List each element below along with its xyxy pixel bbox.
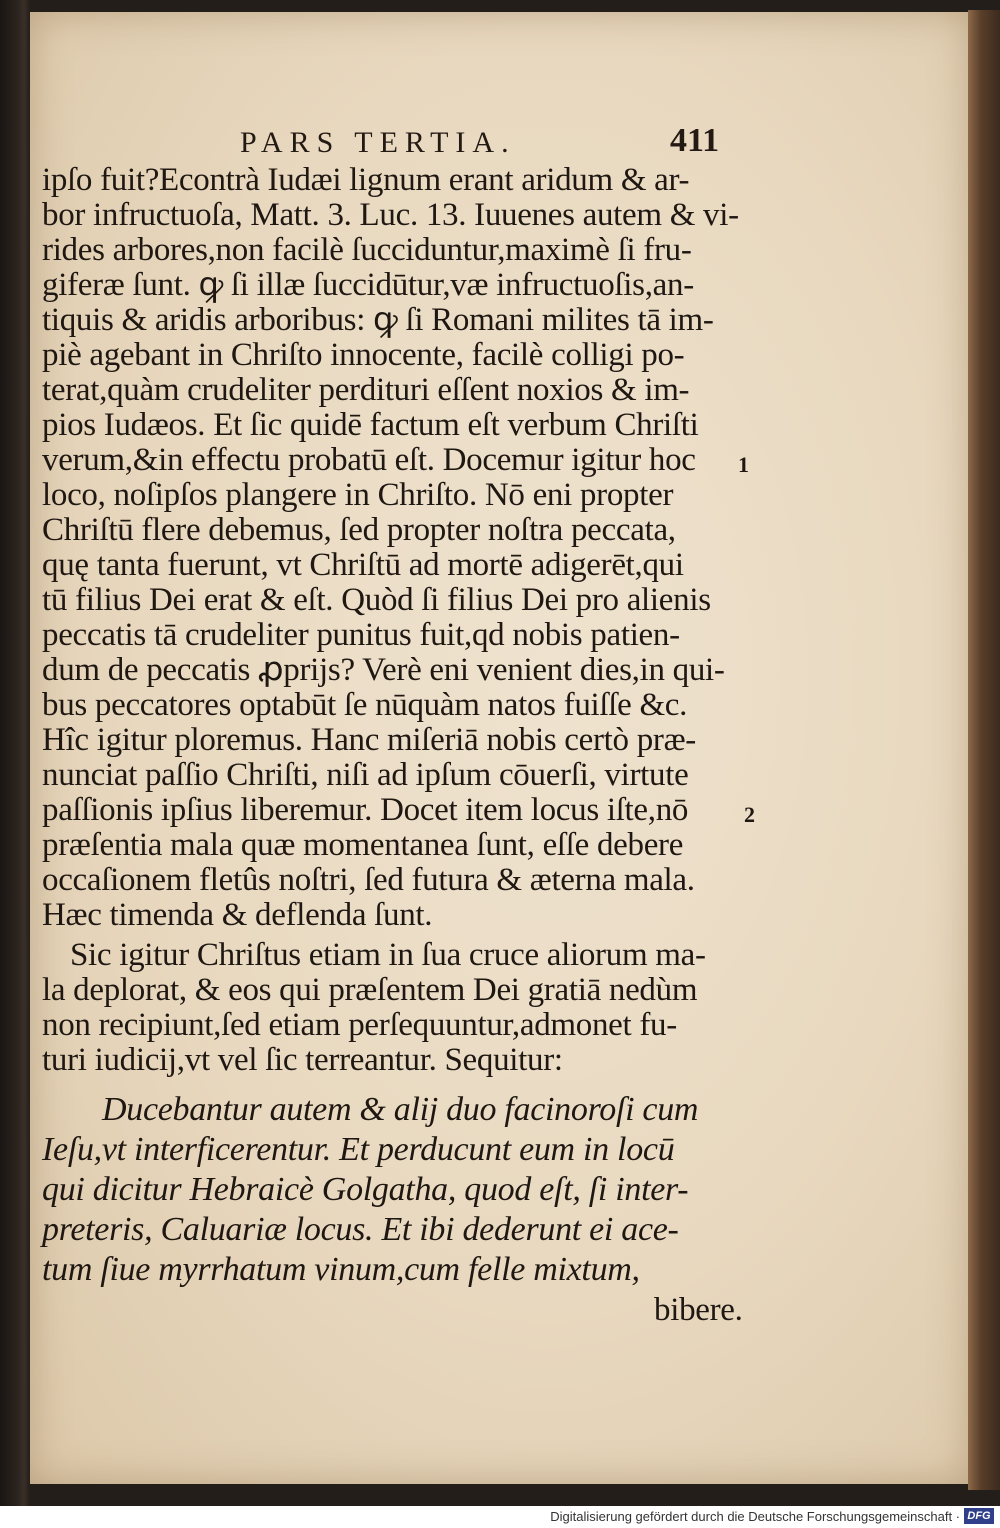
text-line: verum,&in effectu probatū eſt. Docemur igitur hoc <box>42 442 696 478</box>
text-line: tū filius Dei erat & eſt. Quòd ſi filius Dei pro alienis <box>42 582 711 618</box>
text-line: loco, noſipſos plangere in Chriſto. Nō eni propter <box>42 477 674 513</box>
text-line: bus peccatores optabūt ſe nūquàm natos fuiſſe &c. <box>42 687 688 723</box>
text-line: Sic igitur Chriſtus etiam in ſua cruce aliorum ma- <box>70 937 706 973</box>
text-line: præſentia mala quæ momentanea ſunt, eſſe debere <box>42 827 684 863</box>
text-line: bor infructuoſa, Matt. 3. Luc. 13. Iuuenes autem & vi- <box>42 197 739 233</box>
dfg-logo: DFG <box>964 1508 994 1524</box>
text-line: Chriſtū flere debemus, ſed propter noſtra peccata, <box>42 512 676 548</box>
scripture-line: Ieſu,vt interficerentur. Et perducunt eum in locū <box>42 1131 675 1168</box>
text-line: terat,quàm crudeliter perdituri eſſent noxios & im- <box>42 372 690 408</box>
text-line: non recipiunt,ſed etiam perſequuntur,admonet fu- <box>42 1007 677 1043</box>
scripture-line: qui dicitur Hebraicè Golgatha, quod eſt, ſi inter- <box>42 1171 689 1208</box>
page-number: 411 <box>670 122 720 159</box>
text-line: pios Iudæos. Et ſic quidē factum eſt verbum Chriſti <box>42 407 699 443</box>
text-line: piè agebant in Chriſto innocente, facilè colligi po- <box>42 337 685 373</box>
text-line: rides arbores,non facilè ſucciduntur,maximè ſi fru- <box>42 232 692 268</box>
funding-credit: Digitalisierung gefördert durch die Deutsche Forschungsgemeinschaft · <box>550 1509 960 1524</box>
text-line: turi iudicij,vt vel ſic terreantur. Sequitur: <box>42 1042 563 1078</box>
text-line: peccatis tā crudeliter punitus fuit,qd nobis patien- <box>42 617 680 653</box>
margin-note: 2 <box>744 802 755 827</box>
text-line: tiquis & aridis arboribus: ꝙ ſi Romani milites tā im- <box>42 302 714 338</box>
text-line: quę tanta fuerunt, vt Chriſtū ad mortē adigerēt,qui <box>42 547 684 583</box>
text-line: dum de peccatis ꝓprijs? Verè eni venient dies,in qui- <box>42 652 725 688</box>
text-line: nunciat paſſio Chriſti, niſi ad ipſum cōuerſi, virtute <box>42 757 689 793</box>
scripture-line: preteris, Caluariæ locus. Et ibi dederunt ei ace- <box>42 1211 679 1248</box>
text-line: Hîc igitur ploremus. Hanc miſeriā nobis certò præ- <box>42 722 696 758</box>
text-line: Hæc timenda & deflenda ſunt. <box>42 897 433 933</box>
running-head: PARS TERTIA. <box>240 126 516 159</box>
text-line: ipſo fuit?Econtrà Iudæi lignum erant aridum & ar- <box>42 162 690 198</box>
page-edge-shadow <box>968 10 1000 1490</box>
text-line: paſſionis ipſius liberemur. Docet item locus iſte,nō <box>42 792 689 828</box>
text-line: occaſionem fletûs noſtri, ſed futura & æterna mala. <box>42 862 695 898</box>
scripture-line: bibere. <box>654 1292 743 1328</box>
footer-bar <box>0 1506 1000 1528</box>
text-line: la deplorat, & eos qui præſentem Dei gratiā nedùm <box>42 972 698 1008</box>
margin-note: 1 <box>738 452 749 477</box>
text-line: giferæ ſunt. ꝙ ſi illæ ſuccidūtur,væ infructuoſis,an- <box>42 267 694 303</box>
scripture-line: tum ſiue myrrhatum vinum,cum felle mixtum, <box>42 1251 640 1288</box>
scripture-line: Ducebantur autem & alij duo facinoroſi cum <box>102 1091 699 1128</box>
